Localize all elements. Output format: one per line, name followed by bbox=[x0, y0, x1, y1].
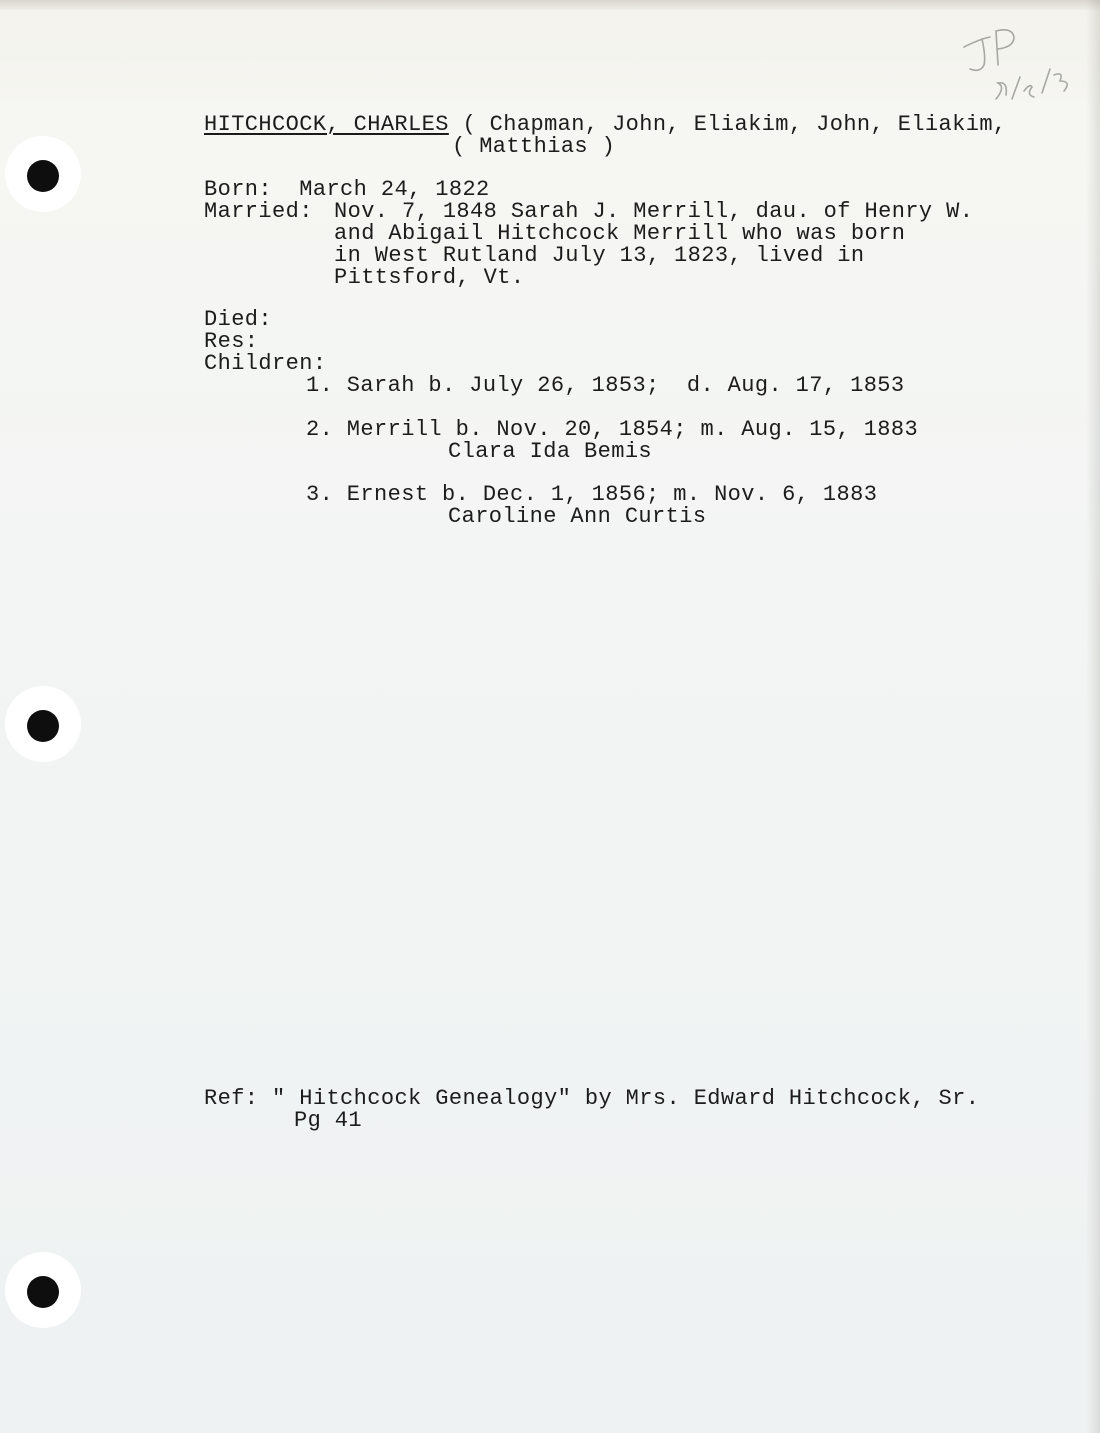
lineage-line-2: ( Matthias ) bbox=[452, 134, 616, 159]
married-label: Married: bbox=[204, 199, 313, 224]
married-line-3: in West Rutland July 13, 1823, lived in bbox=[334, 243, 865, 268]
page-top-edge bbox=[0, 0, 1100, 10]
child-entry-2-spouse: Clara Ida Bemis bbox=[448, 439, 653, 464]
children-label: Children: bbox=[204, 351, 327, 376]
ref-line-2: Pg 41 bbox=[294, 1108, 363, 1133]
child-entry-1: 1. Sarah b. July 26, 1853; d. Aug. 17, 1853 bbox=[306, 373, 905, 398]
header-line-1 bbox=[204, 114, 1007, 136]
punch-hole-top bbox=[5, 136, 81, 212]
born-label: Born: bbox=[204, 177, 273, 202]
res-label: Res: bbox=[204, 329, 259, 354]
ref-label: Ref: bbox=[204, 1086, 259, 1111]
child-entry-3-spouse: Caroline Ann Curtis bbox=[448, 504, 707, 529]
born-value: March 24, 1822 bbox=[299, 177, 490, 202]
page-right-edge-shadow bbox=[1086, 0, 1100, 1433]
child-entry-3: 3. Ernest b. Dec. 1, 1856; m. Nov. 6, 1883 bbox=[306, 482, 878, 507]
punch-hole-bottom bbox=[5, 1252, 81, 1328]
died-label: Died: bbox=[204, 307, 273, 332]
reference-row bbox=[204, 1088, 979, 1110]
married-line-2: and Abigail Hitchcock Merrill who was born bbox=[334, 221, 906, 246]
person-name: HITCHCOCK, CHARLES bbox=[204, 112, 449, 137]
born-row bbox=[204, 179, 490, 201]
child-entry-2: 2. Merrill b. Nov. 20, 1854; m. Aug. 15, 1883 bbox=[306, 417, 919, 442]
punch-hole-middle bbox=[5, 686, 81, 762]
married-line-4: Pittsford, Vt. bbox=[334, 265, 525, 290]
pencil-initials-annotation bbox=[960, 25, 1080, 105]
ref-line-1: " Hitchcock Genealogy" by Mrs. Edward Hitchcock, Sr. bbox=[272, 1086, 980, 1111]
lineage-line-1: ( Chapman, John, Eliakim, John, Eliakim, bbox=[462, 112, 1007, 137]
married-line-1: Nov. 7, 1848 Sarah J. Merrill, dau. of Henry W. bbox=[334, 199, 974, 224]
